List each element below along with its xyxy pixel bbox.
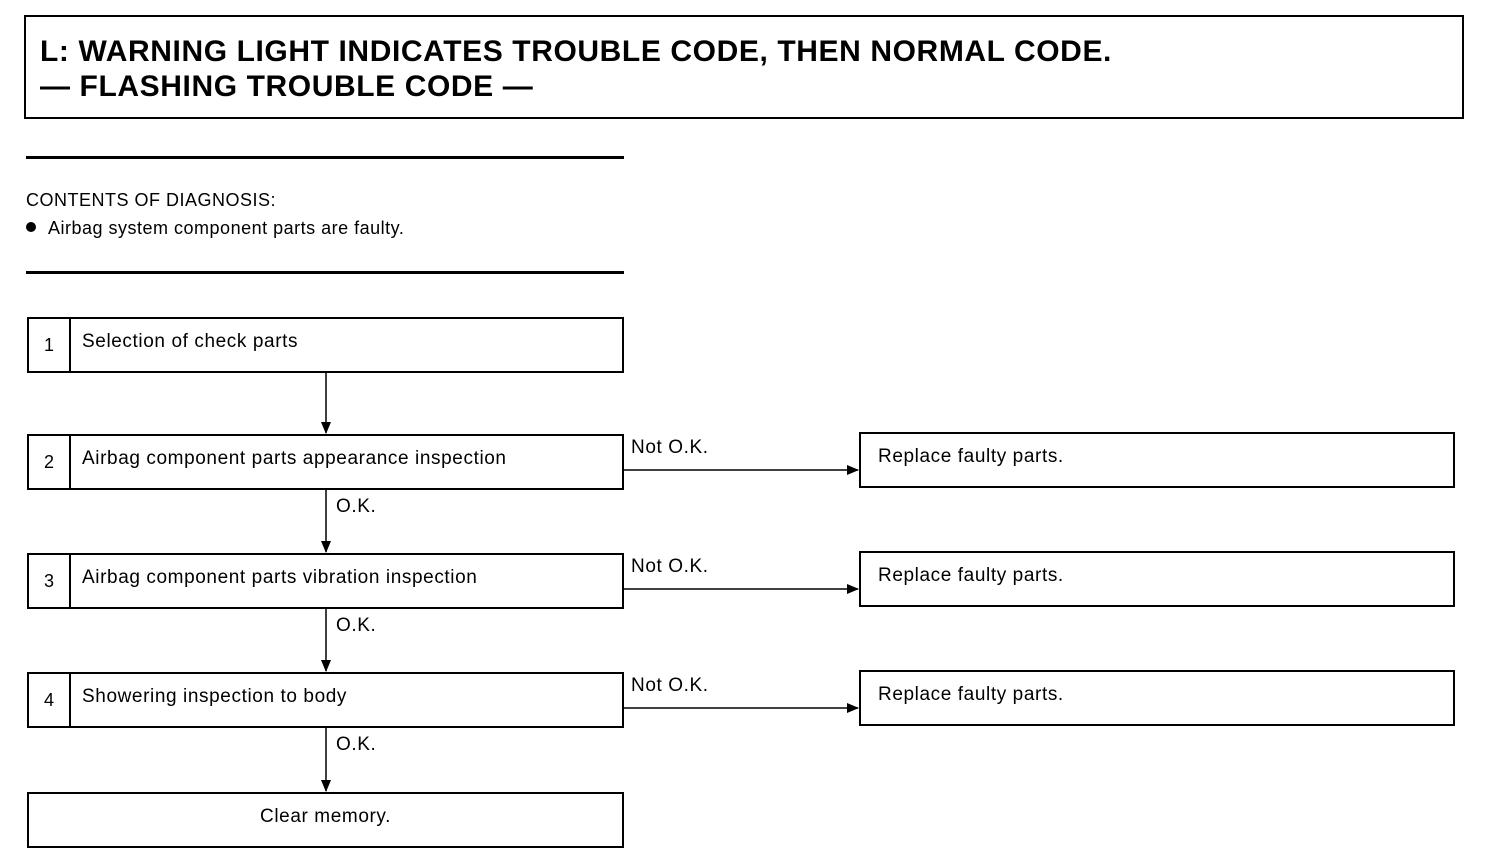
replace-parts-box: Replace faulty parts. <box>859 551 1455 607</box>
ok-label: O.K. <box>336 615 377 636</box>
replace-parts-box: Replace faulty parts. <box>859 670 1455 726</box>
step-number: 1 <box>29 319 71 371</box>
replace-parts-box: Replace faulty parts. <box>859 432 1455 488</box>
not-ok-label: Not O.K. <box>631 437 709 458</box>
step-4-box <box>27 672 624 728</box>
step-label: Showering inspection to body <box>82 686 348 707</box>
diagnosis-item-text: Airbag system component parts are faulty. <box>48 218 405 238</box>
diagnosis-heading: CONTENTS OF DIAGNOSIS: <box>26 190 277 210</box>
step-1-box <box>27 317 624 373</box>
step-number: 2 <box>29 436 71 488</box>
step-label: Airbag component parts vibration inspection <box>82 567 478 588</box>
clear-memory-box: Clear memory. <box>27 792 624 848</box>
not-ok-label: Not O.K. <box>631 675 709 696</box>
step-2-box <box>27 434 624 490</box>
step-number: 4 <box>29 674 71 726</box>
step-label: Airbag component parts appearance inspection <box>82 448 507 469</box>
page-subtitle: — FLASHING TROUBLE CODE — <box>40 70 534 103</box>
step-3-box <box>27 553 624 609</box>
step-number: 3 <box>29 555 71 607</box>
step-label: Selection of check parts <box>82 331 299 352</box>
ok-label: O.K. <box>336 496 377 517</box>
page-title: L: WARNING LIGHT INDICATES TROUBLE CODE, THEN NORMAL CODE. <box>40 35 1112 68</box>
not-ok-label: Not O.K. <box>631 556 709 577</box>
ok-label: O.K. <box>336 734 377 755</box>
